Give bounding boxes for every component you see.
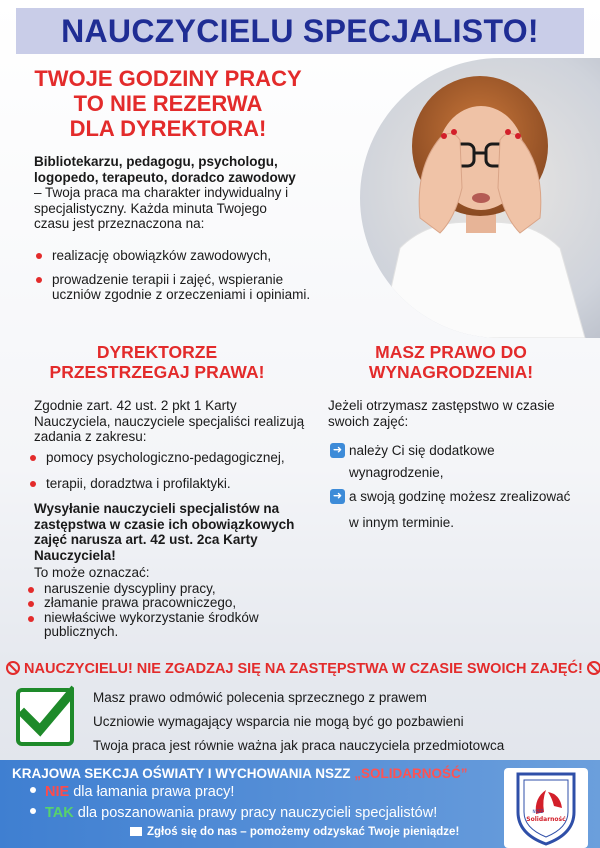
list-item: Twoja praca jest równie ważna jak praca nauczyciela przedmiotowca xyxy=(93,738,505,753)
headline-line-2: TO NIE REZERWA xyxy=(73,91,263,116)
salary-item-line-1: a swoją godzinę możesz zrealizować xyxy=(349,489,571,504)
salary-item xyxy=(330,486,588,534)
footer-nie: NIE xyxy=(45,784,70,800)
headline-line-1: TWOJE GODZINY PRACY xyxy=(34,66,302,91)
intro-text: – Twoja praca ma charakter indywidualny i specjalistyczny. Każda minuta Twojego czasu jest przeznaczona na: xyxy=(34,185,289,231)
director-heading-line-2: PRZESTRZEGAJ PRAWA! xyxy=(49,362,265,382)
director-heading-line-1: DYREKTORZE xyxy=(96,342,218,362)
footer-line-tak xyxy=(30,805,437,821)
footer-line-1-text: dla łamania prawa pracy! xyxy=(69,784,235,800)
footer-cta-text: Zgłoś się do nas – pomożemy odzyskać Twoje pieniądze! xyxy=(147,826,460,838)
checkmark-icon xyxy=(16,688,74,746)
list-item: terapii, doradztwa i profilaktyki. xyxy=(28,476,328,492)
consequences xyxy=(34,566,306,640)
bullet-icon xyxy=(30,787,36,793)
checkmark-shape xyxy=(16,684,74,742)
logo-brand: Solidarność xyxy=(526,816,566,823)
salary-item xyxy=(330,440,588,484)
list-item: prowadzenie terapii i zajęć, wspieranie uczniów zgodnie z orzeczeniami i opiniami. xyxy=(34,272,324,303)
list-item: naruszenie dyscypliny pracy, xyxy=(26,582,306,597)
footer-title xyxy=(12,766,468,781)
main-warning xyxy=(6,658,594,680)
arrow-right-icon: ➜ xyxy=(330,489,345,504)
law-warning: Wysyłanie nauczycieli specjalistów na zastępstwa w czasie ich obowiązkowych zajęć narusza art. 42 ust. 2ca Karty Nauczyciela! xyxy=(34,501,295,563)
rights-list xyxy=(93,686,593,758)
teacher-illustration xyxy=(360,58,600,338)
union-logo-graphic xyxy=(504,768,588,848)
list-item: złamanie prawa pracowniczego, xyxy=(26,596,306,611)
list-item: pomocy psychologiczno-pedagogicznej, xyxy=(28,450,328,466)
list-item: Masz prawo odmówić polecenia sprzecznego z prawem xyxy=(93,690,427,705)
list-item: niewłaściwe wykorzystanie środków publicznych. xyxy=(26,611,306,640)
teacher-photo xyxy=(360,58,600,338)
salary-item-line-2: wynagrodzenie, xyxy=(349,465,444,480)
consequences-label: To może oznaczać: xyxy=(34,565,150,580)
headline xyxy=(22,66,314,141)
intro-paragraph xyxy=(34,154,302,232)
page-title: NAUCZYCIELU SPECJALISTO! xyxy=(16,8,584,54)
arrow-right-icon: ➜ xyxy=(330,443,345,458)
footer xyxy=(0,760,600,848)
salary-item-line-2: w innym terminie. xyxy=(349,515,455,530)
intro-list xyxy=(34,248,324,311)
envelope-icon xyxy=(130,827,142,836)
footer-title-prefix: KRAJOWA SEKCJA OŚWIATY I WYCHOWANIA NSZZ xyxy=(12,766,355,781)
headline-line-3: DLA DYREKTORA! xyxy=(69,116,267,141)
salary-heading xyxy=(316,342,586,382)
footer-title-solidarnosc: „SOLIDARNOŚĆ” xyxy=(354,766,468,781)
footer-line-2-text: dla poszanowania prawy pracy nauczycieli specjalistów! xyxy=(73,805,438,821)
footer-cta xyxy=(130,826,459,838)
salary-item-line-1: należy Ci się dodatkowe xyxy=(349,443,495,458)
footer-tak: TAK xyxy=(45,805,74,821)
salary-heading-line-2: WYNAGRODZENIA! xyxy=(368,362,534,382)
law-list xyxy=(28,450,328,501)
footer-line-nie xyxy=(30,784,234,800)
salary-paragraph: Jeżeli otrzymasz zastępstwo w czasie swoich zajęć: xyxy=(328,398,555,429)
list-item: realizację obowiązków zawodowych, xyxy=(34,248,324,264)
prohibited-icon xyxy=(587,661,600,675)
consequences-list xyxy=(34,582,306,640)
salary-heading-line-1: MASZ PRAWO DO xyxy=(375,342,527,362)
intro-bold: Bibliotekarzu, pedagogu, psychologu, logopedo, terapeuto, doradco zawodowy xyxy=(34,154,296,185)
list-item: Uczniowie wymagający wsparcia nie mogą być go pozbawieni xyxy=(93,714,464,729)
director-heading xyxy=(22,342,292,382)
logo-nszz: NSZZ xyxy=(532,809,544,814)
main-warning-text: NAUCZYCIELU! NIE ZGADZAJ SIĘ NA ZASTĘPSTWA W CZASIE SWOICH ZAJĘĆ! xyxy=(24,661,583,677)
bullet-icon xyxy=(30,808,36,814)
union-logo xyxy=(504,768,588,848)
law-paragraph: Zgodnie zart. 42 ust. 2 pkt 1 Karty Nauczyciela, nauczyciele specjaliści realizują zadania z zakresu: xyxy=(34,398,305,444)
prohibited-icon xyxy=(6,661,20,675)
